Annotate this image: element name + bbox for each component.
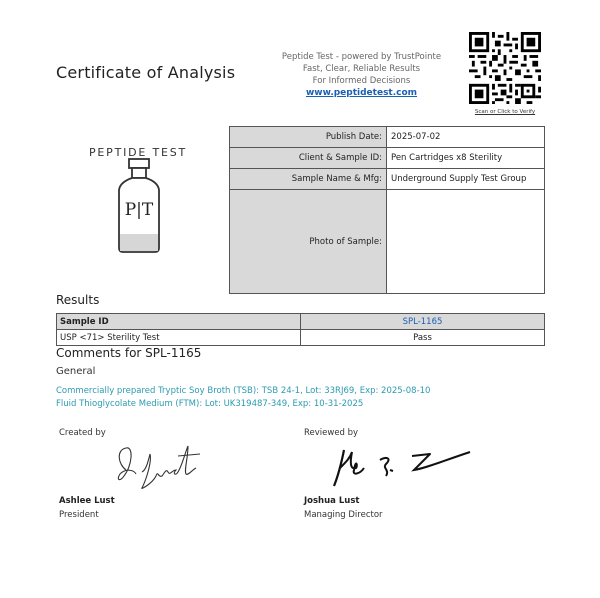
sample-info-table — [229, 126, 545, 294]
sample-id-header: Sample ID — [57, 314, 301, 330]
page-title: Certificate of Analysis — [56, 63, 236, 82]
tagline-line-3: For Informed Decisions — [312, 76, 411, 86]
scan-to-verify-link[interactable]: Scan or Click to Verify — [474, 109, 536, 115]
publish-date-row — [230, 127, 545, 148]
publish-date-value: 2025-07-02 — [387, 127, 545, 148]
photo-row — [230, 190, 545, 294]
vial-logo-icon — [110, 158, 168, 254]
sample-name-label: Sample Name & Mfg: — [230, 169, 387, 190]
general-subheading: General — [56, 366, 96, 377]
created-by-name: Ashlee Lust — [59, 496, 115, 506]
test-result: Pass — [301, 330, 545, 346]
reviewed-by-name: Joshua Lust — [304, 496, 360, 506]
website-link[interactable]: www.peptidetest.com — [305, 88, 418, 98]
reviewed-by-label: Reviewed by — [304, 428, 359, 438]
sample-id-link[interactable]: SPL-1165 — [301, 314, 545, 330]
signature-ashlee-icon — [112, 440, 212, 494]
client-sample-label: Client & Sample ID: — [230, 148, 387, 169]
results-header-row — [57, 314, 545, 330]
client-sample-row — [230, 148, 545, 169]
qr-code-icon[interactable] — [469, 32, 541, 104]
sample-name-row — [230, 169, 545, 190]
svg-text:P|T: P|T — [124, 200, 154, 220]
comments-heading: Comments for SPL-1165 — [56, 346, 202, 360]
tagline-line-2: Fast, Clear, Reliable Results — [302, 64, 421, 74]
photo-label: Photo of Sample: — [230, 190, 387, 294]
photo-placeholder — [387, 190, 545, 294]
results-table — [56, 313, 545, 346]
test-name: USP <71> Sterility Test — [57, 330, 301, 346]
tagline-line-1: Peptide Test - powered by TrustPointe — [281, 52, 442, 62]
created-by-role: President — [59, 510, 99, 520]
client-sample-value: Pen Cartridges x8 Sterility — [387, 148, 545, 169]
comment-line-ftm: Fluid Thioglycolate Medium (FTM): Lot: UK319487-349, Exp: 10-31-2025 — [56, 399, 364, 409]
created-by-label: Created by — [59, 428, 106, 438]
brand-name: PEPTIDE TEST — [88, 146, 188, 159]
results-heading: Results — [56, 293, 100, 307]
reviewed-by-role: Managing Director — [304, 510, 383, 520]
tagline-block — [270, 51, 453, 99]
comment-line-tsb: Commercially prepared Tryptic Soy Broth (TSB): TSB 24-1, Lot: 33RJ69, Exp: 2025-08-10 — [56, 386, 431, 396]
publish-date-label: Publish Date: — [230, 127, 387, 148]
sample-name-value: Underground Supply Test Group — [387, 169, 545, 190]
signature-joshua-icon — [330, 440, 475, 490]
table-row — [57, 330, 545, 346]
